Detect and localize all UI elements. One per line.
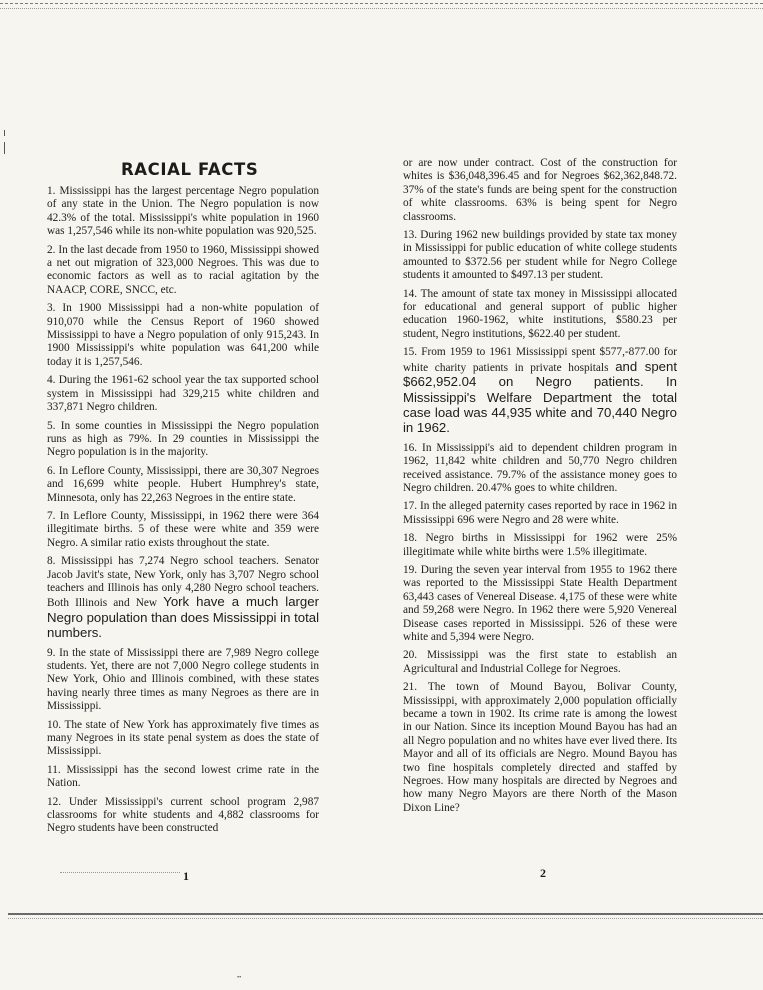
fact-paragraph-15 (403, 346, 677, 436)
fact-paragraph: 5. In some counties in Mississippi the Negro population runs as high as 79%. In 29 counties in Mississippi the Negro population is in the majority. (47, 419, 319, 459)
fact-paragraph: 2. In the last decade from 1950 to 1960, Mississippi showed a net out migration of 323,000 Negroes. This was due to economic factors as well as to racial agitation by the NAACP, CORE, SNCC, etc. (47, 243, 319, 296)
fact-text: 15. From 1959 to 1961 Mississippi spent $577,-877.00 for white charity patients in private hospitals (403, 346, 677, 374)
fact-paragraph: 21. The town of Mound Bayou, Bolivar County, Mississippi, with approximately 2,000 population officially became a town in 1902. Its crime rate is among the lowest in our Nation. Since its inception Mound Bayou has had an all Negro population and no whites have ever lived there. Its Mayor and all of its officials are Negro. Mound Bayou has two fine hospitals completely directed and staffed by Negroes. How many hospitals are directed by Negroes and how many Negro Mayors are there North of the Mason Dixon Line? (403, 681, 677, 814)
top-border (0, 3, 763, 9)
fact-paragraph: 13. During 1962 new buildings provided by state tax money in Mississippi for public education of white college students amounted to $372.56 per student while for Negro College students it amounted to $497.13 per student. (403, 229, 677, 282)
left-column (47, 185, 319, 841)
fact-paragraph: or are now under contract. Cost of the construction for whites is $36,048,396.45 and for Negroes $62,362,848.72. 37% of the state's funds are being spent for the construction of white classrooms. 63% is being spent for Negro classrooms. (403, 157, 677, 223)
bottom-border-dotted (8, 918, 763, 919)
fact-paragraph: 16. In Mississippi's aid to dependent children program in 1962, 11,842 white children and 50,770 Negro children received assistance. 79.7% of the assistance money goes to Negro children. 20.47% goes to white children. (403, 441, 677, 494)
margin-mark (4, 142, 5, 154)
fact-paragraph: 12. Under Mississippi's current school program 2,987 classrooms for white students and 4,882 classrooms for Negro students have been constructed (47, 795, 319, 835)
fact-paragraph-8 (47, 555, 319, 641)
fact-paragraph: 1. Mississippi has the largest percentage Negro population of any state in the Union. The Negro population is now 42.3% of the total. Mississippi's white population in 1960 was 1,257,546 while its non-white population was 920,525. (47, 185, 319, 238)
fact-paragraph: 18. Negro births in Mississippi for 1962 were 25% illegitimate while white births were 1.5% illegitimate. (403, 532, 677, 558)
fact-text: 8. Mississippi has 7,274 Negro school teachers. Senator Jacob Javit's state, New York, only has 3,707 Negro school teachers and Illinois has only 4,280 Negro school teachers. Both Illinois and New (47, 555, 319, 610)
fact-paragraph: 4. During the 1961-62 school year the tax supported school system in Mississippi had 329,215 white children and 337,871 Negro children. (47, 374, 319, 414)
fact-paragraph: 19. During the seven year interval from 1955 to 1962 there was reported to the Mississippi State Health Department 63,443 cases of Venereal Disease. 4,175 of these were white and 59,268 were Negro. In 1962 there were 5,920 Venereal Disease cases reported in Mississippi. 526 of these were white and 5,394 were Negro. (403, 563, 677, 643)
fact-paragraph: 14. The amount of state tax money in Mississippi allocated for educational and general support of public higher education 1960-1962, white institutions, $580.23 per student, Negro institutions, $622.40 per student. (403, 287, 677, 340)
fact-paragraph: 11. Mississippi has the second lowest crime rate in the Nation. (47, 763, 319, 790)
fact-paragraph: 10. The state of New York has approximately five times as many Negroes in its state penal system as does the state of Mississippi. (47, 718, 319, 758)
fact-paragraph: 17. In the alleged paternity cases reported by race in 1962 in Mississippi 696 were Negro and 28 were white. (403, 500, 677, 526)
fact-paragraph: 6. In Leflore County, Mississippi, there are 30,307 Negroes and 16,699 white people. Hubert Humphrey's state, Minnesota, only has 22,263 Negroes in the entire state. (47, 464, 319, 504)
page-number-left: 1 (183, 869, 189, 883)
scan-speck: •• (237, 975, 242, 981)
footer-dots (60, 872, 180, 873)
page-title: RACIAL FACTS (121, 160, 259, 179)
fact-emphasis: York have a much larger Negro population than does Mississippi in total numbers. (47, 594, 319, 641)
right-column (403, 157, 677, 820)
fact-paragraph: 7. In Leflore County, Mississippi, in 1962 there were 364 illegitimate births. 5 of these were white and 359 were Negro. A similar ratio exists throughout the state. (47, 509, 319, 549)
fact-paragraph: 3. In 1900 Mississippi had a non-white population of 910,070 while the Census Report of 1960 showed Mississippi to have a Negro population of only 915,243. In 1900 Mississippi's white population was 641,200 while today it is 1,257,546. (47, 302, 319, 368)
margin-mark (4, 130, 5, 136)
page-number-right: 2 (540, 866, 546, 880)
fact-emphasis: and spent $662,952.04 on Negro patients. In Mississippi's Welfare Department the total case load was 44,935 white and 70,440 Negro in 1962. (403, 358, 677, 436)
fact-paragraph: 9. In the state of Mississippi there are 7,989 Negro college students. Yet, there are not 7,000 Negro college students in New York, Ohio and Illinois combined, with these states having nearly three times as many Negroes as there are in Mississippi. (47, 646, 319, 713)
fact-paragraph: 20. Mississippi was the first state to establish an Agricultural and Industrial College for Negroes. (403, 649, 677, 675)
bottom-border (8, 913, 763, 915)
